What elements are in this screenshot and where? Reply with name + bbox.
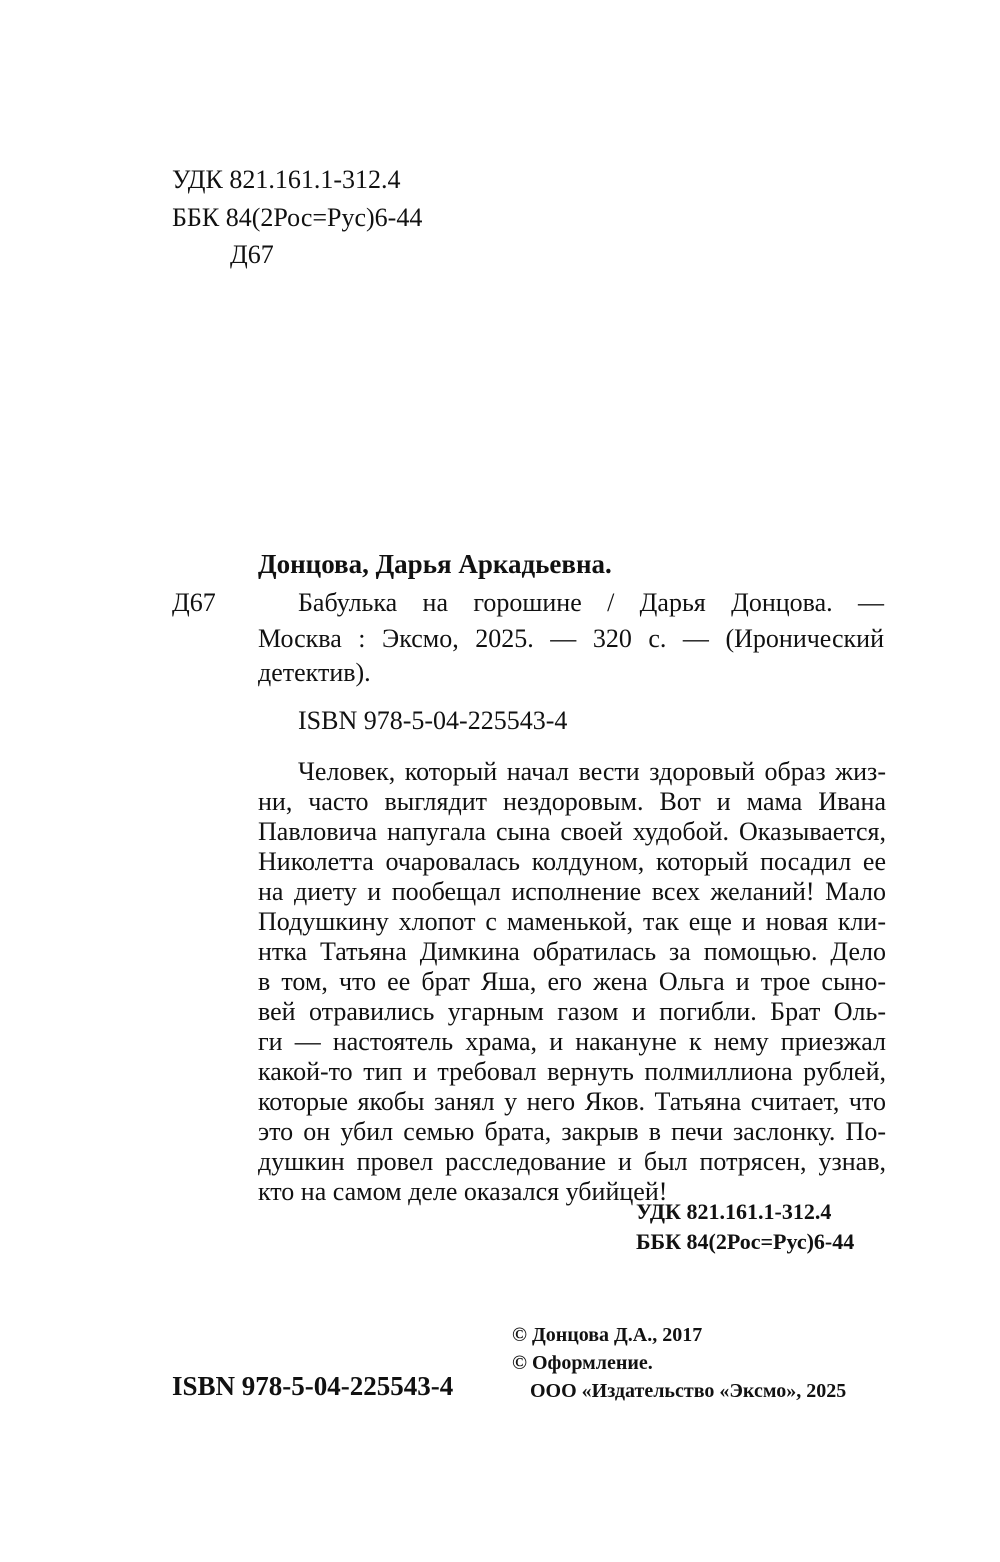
- annotation-line: ни, часто выглядит нездоровым. Вот и мама Ивана: [258, 787, 886, 816]
- record-author: Донцова, Дарья Аркадьевна.: [258, 549, 612, 579]
- annotation-line: в том, что ее брат Яша, его жена Ольга и трое сыно-: [258, 967, 886, 996]
- copyright-publisher: ООО «Издательство «Эксмо», 2025: [530, 1380, 847, 1402]
- annotation-line: кто на самом деле оказался убийцей!: [258, 1177, 668, 1206]
- udk-code-bottom: УДК 821.161.1-312.4: [636, 1199, 832, 1224]
- annotation-line: нтка Татьяна Димкина обратилась за помощью. Дело: [258, 937, 886, 966]
- isbn-bottom: ISBN 978-5-04-225543-4: [172, 1371, 454, 1401]
- author-mark-top: Д67: [230, 240, 274, 269]
- record-isbn: ISBN 978-5-04-225543-4: [298, 706, 568, 735]
- copyright-author: © Донцова Д.А., 2017: [512, 1324, 703, 1346]
- bbk-code-bottom: ББК 84(2Рос=Рус)6-44: [636, 1229, 855, 1254]
- annotation-line: это он убил семью брата, закрыв в печи заслонку. По-: [258, 1117, 886, 1146]
- record-line: Бабулька на горошине / Дарья Донцова. —: [298, 588, 884, 617]
- record-author-mark: Д67: [172, 588, 216, 617]
- annotation-line: которые якобы занял у него Яков. Татьяна считает, что: [258, 1087, 886, 1116]
- udk-code-top: УДК 821.161.1-312.4: [172, 165, 401, 194]
- annotation-line: на диету и пообещал исполнение всех желаний! Мало: [258, 877, 886, 906]
- annotation-line: Николетта очаровалась колдуном, который посадил ее: [258, 847, 886, 876]
- annotation-line: Человек, который начал вести здоровый образ жиз-: [298, 757, 886, 786]
- record-line: детектив).: [258, 658, 371, 687]
- annotation-line: Павловича напугала сына своей худобой. Оказывается,: [258, 817, 886, 846]
- copyright-design: © Оформление.: [512, 1352, 653, 1374]
- record-line: Москва : Эксмо, 2025. — 320 с. — (Иронический: [258, 624, 884, 653]
- annotation-line: вей отравились угарным газом и погибли. Брат Оль-: [258, 997, 886, 1026]
- annotation-line: какой-то тип и требовал вернуть полмиллиона рублей,: [258, 1057, 886, 1086]
- annotation-line: Подушкину хлопот с маменькой, так еще и новая кли-: [258, 907, 886, 936]
- bbk-code-top: ББК 84(2Рос=Рус)6-44: [172, 203, 423, 232]
- annotation-line: ги — настоятель храма, и накануне к нему приезжал: [258, 1027, 886, 1056]
- annotation-line: душкин провел расследование и был потрясен, узнав,: [258, 1147, 886, 1176]
